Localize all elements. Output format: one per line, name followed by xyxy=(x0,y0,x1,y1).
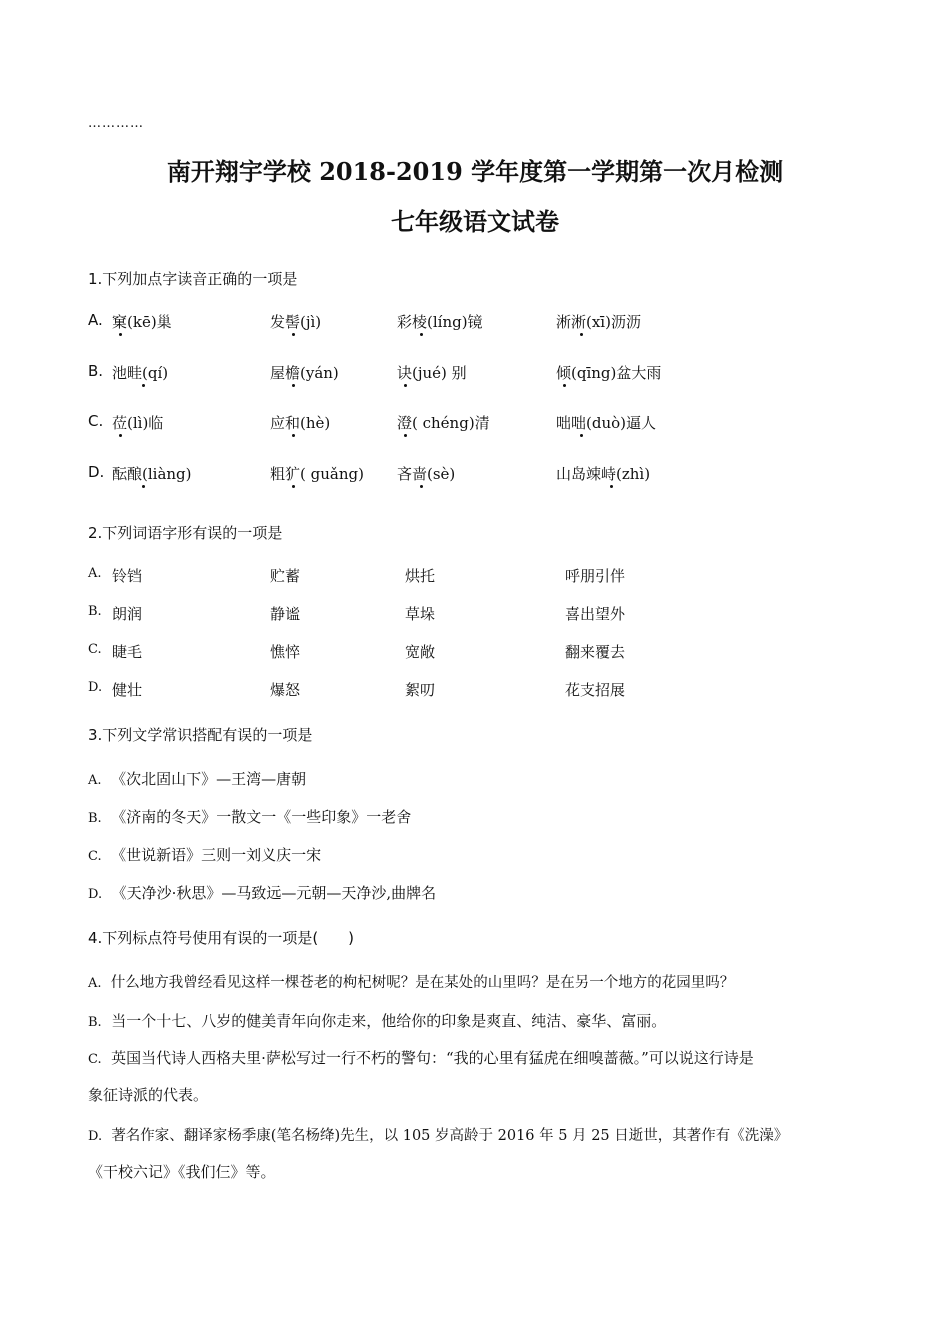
option-item: 贮蓄 xyxy=(270,567,301,585)
option-item: 呼朋引伴 xyxy=(565,567,626,585)
option-item: 淅淅(xī)沥沥 xyxy=(556,313,641,331)
emphasis-dot xyxy=(142,384,145,387)
emphasis-dot xyxy=(119,333,122,336)
option-label: B. xyxy=(88,1015,102,1030)
option-item: 喜出望外 xyxy=(565,605,626,623)
option-item: 花支招展 xyxy=(565,681,626,699)
option-item: 宽敞 xyxy=(405,643,436,661)
option-item: 静谧 xyxy=(270,605,301,623)
option-item: 酝酿(liàng) xyxy=(112,465,192,483)
option-item: 山岛竦峙(zhì) xyxy=(556,465,651,483)
emphasis-dot xyxy=(292,485,295,488)
option-item: 吝啬(sè) xyxy=(397,465,456,483)
option-text: 什么地方我曾经看见这样一棵苍老的枸杞树呢？是在某处的山里吗？是在另一个地方的花园里吗？ xyxy=(110,975,735,991)
option-label: D. xyxy=(88,463,105,481)
question-4-option-c-continued: 象征诗派的代表。 xyxy=(88,1086,209,1104)
option-item: 睫毛 xyxy=(112,643,143,661)
option-item: 应和(hè) xyxy=(270,414,331,432)
question-4-option-c xyxy=(88,1047,878,1068)
emphasis-dot xyxy=(580,434,583,437)
option-label: B. xyxy=(88,362,104,380)
option-item: 屋檐(yán) xyxy=(270,364,339,382)
question-1-stem: 1.下列加点字读音正确的一项是 xyxy=(88,270,298,288)
emphasis-dot xyxy=(580,333,583,336)
option-item: 发髻(jì) xyxy=(270,313,322,331)
option-label: B. xyxy=(88,811,102,826)
option-item: 烘托 xyxy=(405,567,436,585)
question-4-option-d-continued: 《干校六记》《我们仨》等。 xyxy=(88,1163,276,1181)
emphasis-dot xyxy=(420,333,423,336)
option-item: 朗润 xyxy=(112,605,143,623)
option-text: 《世说新语》三则一刘义庆一宋 xyxy=(111,846,322,864)
option-text: 英国当代诗人西格夫里·萨松写过一行不朽的警句：“我的心里有猛虎在细嗅蔷薇。”可以说这行诗是 xyxy=(111,1049,754,1067)
option-label: A. xyxy=(88,773,102,788)
emphasis-dot xyxy=(404,434,407,437)
option-text: 《天净沙·秋思》—马致远—元朝—天净沙,曲牌名 xyxy=(111,884,437,902)
exam-subtitle: 七年级语文试卷 xyxy=(391,207,559,236)
question-3-option-a xyxy=(88,768,878,789)
option-item: 爆怒 xyxy=(270,681,301,699)
option-item: 憔悴 xyxy=(270,643,301,661)
question-3-stem: 3.下列文学常识搭配有误的一项是 xyxy=(88,726,313,744)
header-dots: ………… xyxy=(88,116,144,131)
option-item: 澄( chéng)清 xyxy=(397,414,490,432)
option-item: 莅(lì)临 xyxy=(112,414,164,432)
option-label: D. xyxy=(88,1129,103,1144)
option-label: A. xyxy=(88,311,103,329)
option-label: D. xyxy=(88,680,103,695)
emphasis-dot xyxy=(142,485,145,488)
option-label: A. xyxy=(88,976,102,991)
question-4-stem: 4.下列标点符号使用有误的一项是( ) xyxy=(88,929,355,947)
option-label: C. xyxy=(88,849,102,864)
question-3-option-d xyxy=(88,882,878,903)
question-4-option-d xyxy=(88,1124,878,1145)
emphasis-dot xyxy=(292,384,295,387)
option-item: 铃铛 xyxy=(112,567,143,585)
option-label: C. xyxy=(88,1052,102,1067)
question-4-option-b xyxy=(88,1010,878,1031)
option-label: A. xyxy=(88,566,102,581)
emphasis-dot xyxy=(292,434,295,437)
option-item: 诀(jué) 别 xyxy=(397,364,467,382)
option-text: 著名作家、翻译家杨季康(笔名杨绛)先生，以 105 岁高龄于 2016 年 5 月 25 日逝世，其著作有《洗澡》 xyxy=(111,1128,789,1144)
option-item: 絮叨 xyxy=(405,681,436,699)
option-item: 翻来覆去 xyxy=(565,643,626,661)
emphasis-dot xyxy=(420,485,423,488)
emphasis-dot xyxy=(404,384,407,387)
question-4-option-a xyxy=(88,971,878,992)
option-item: 窠(kē)巢 xyxy=(112,313,172,331)
option-text: 《次北固山下》—王湾—唐朝 xyxy=(111,770,307,788)
option-label: C. xyxy=(88,642,102,657)
option-label: C. xyxy=(88,412,104,430)
emphasis-dot xyxy=(292,333,295,336)
exam-title: 南开翔宇学校 2018-2019 学年度第一学期第一次月检测 xyxy=(166,157,784,186)
option-item: 彩棱(líng)镜 xyxy=(397,313,483,331)
option-text: 当一个十七、八岁的健美青年向你走来，他给你的印象是爽直、纯洁、豪华、富丽。 xyxy=(111,1012,667,1030)
option-item: 健壮 xyxy=(112,681,143,699)
emphasis-dot xyxy=(610,485,613,488)
question-2-stem: 2.下列词语字形有误的一项是 xyxy=(88,524,283,542)
option-item: 倾(qīng)盆大雨 xyxy=(556,364,662,382)
emphasis-dot xyxy=(119,434,122,437)
option-label: B. xyxy=(88,604,102,619)
emphasis-dot xyxy=(563,384,566,387)
option-item: 粗犷( guǎng) xyxy=(270,465,364,483)
option-item: 池畦(qí) xyxy=(112,364,169,382)
question-3-option-b xyxy=(88,806,878,827)
question-3-option-c xyxy=(88,844,878,865)
option-label: D. xyxy=(88,887,103,902)
option-text: 《济南的冬天》一散文一《一些印象》一老舍 xyxy=(111,808,412,826)
option-item: 草垛 xyxy=(405,605,436,623)
option-item: 咄咄(duò)逼人 xyxy=(556,414,656,432)
